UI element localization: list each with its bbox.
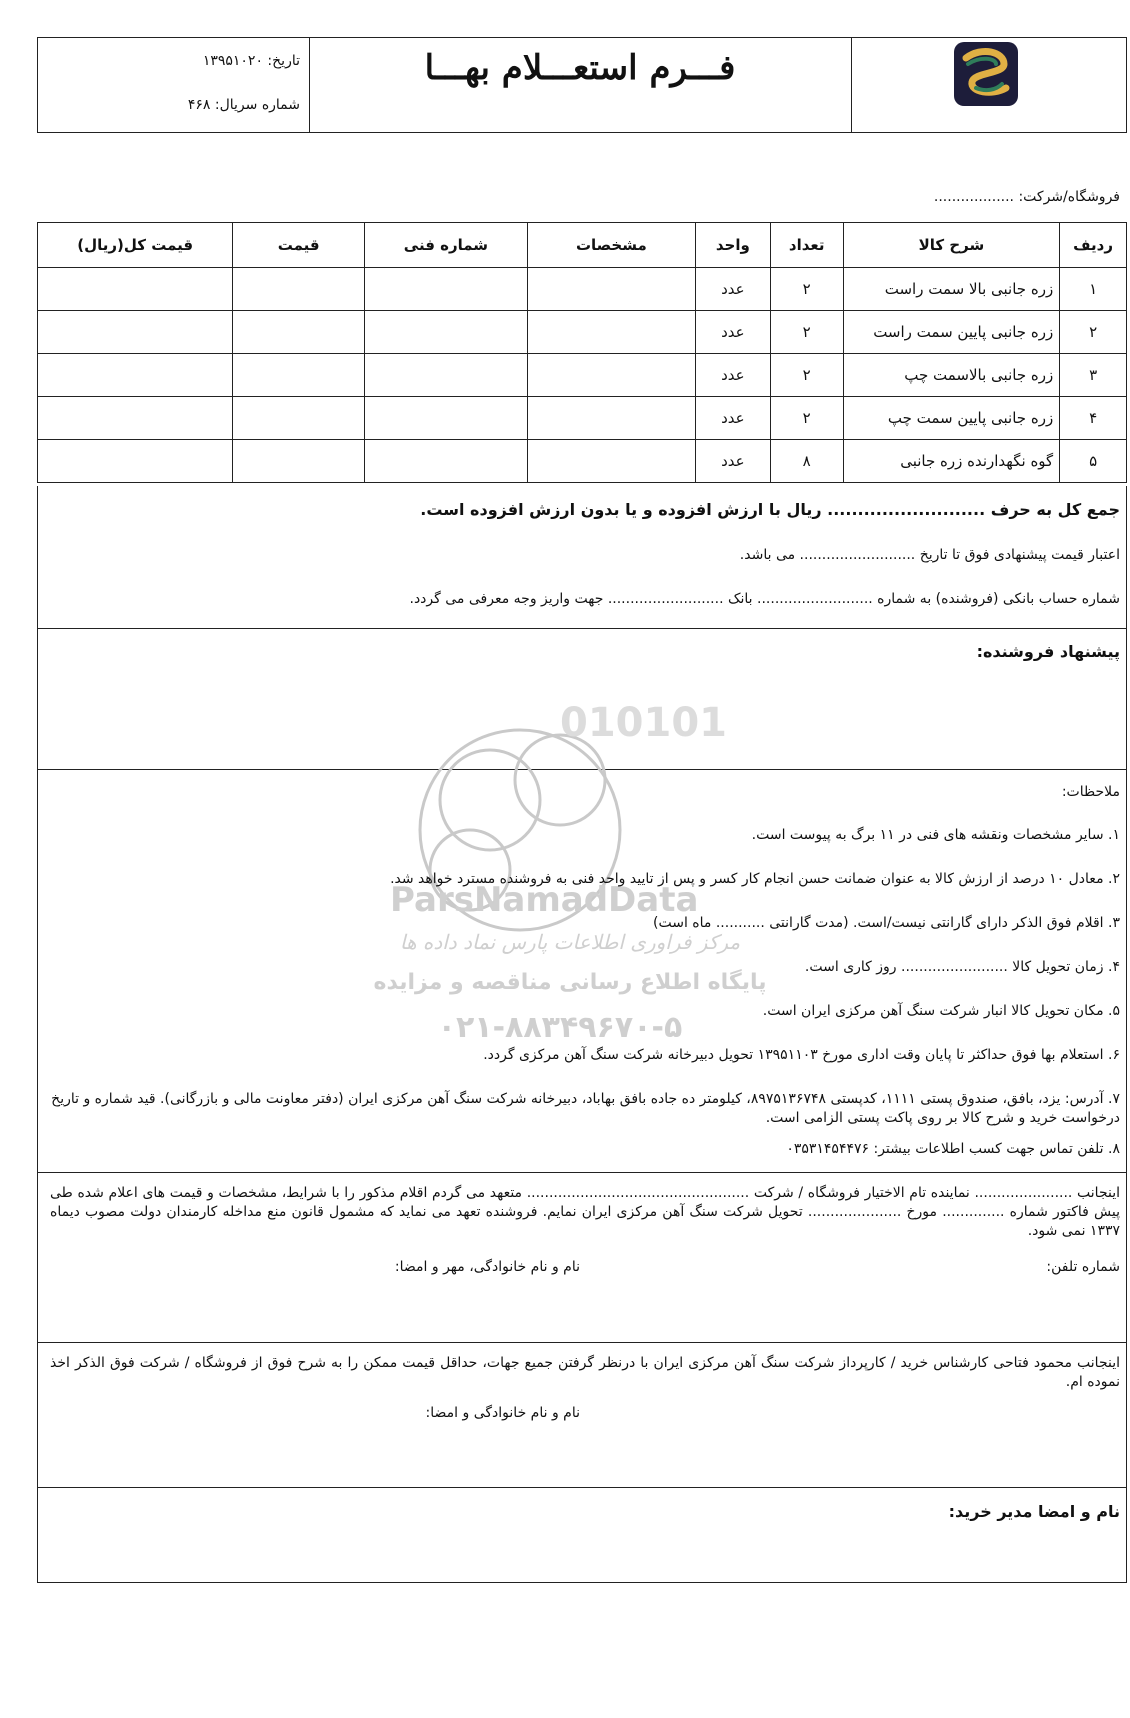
- price-cell[interactable]: [233, 440, 365, 483]
- serial-field: شماره سریال: ۴۶۸: [187, 97, 300, 113]
- form-title: فـــرم استعـــلام بهـــا: [424, 48, 736, 88]
- header-divider-right: [851, 37, 852, 133]
- notes-title: ملاحظات:: [1061, 784, 1120, 800]
- table-row: [38, 268, 1127, 311]
- watermark-line2: پایگاه اطلاع رسانی مناقصه و مزایده: [373, 970, 767, 995]
- row-number: ۲: [1060, 311, 1127, 354]
- tech-number-cell[interactable]: [364, 397, 527, 440]
- tech-number-cell[interactable]: [364, 440, 527, 483]
- item-unit: عدد: [695, 311, 770, 354]
- price-cell[interactable]: [233, 397, 365, 440]
- item-quantity: ۲: [770, 311, 843, 354]
- date-field: تاریخ: ۱۳۹۵۱۰۲۰: [202, 53, 300, 69]
- price-validity[interactable]: اعتبار قیمت پیشنهادی فوق تا تاریخ .......................... می باشد.: [739, 547, 1120, 563]
- tech-number-cell[interactable]: [364, 354, 527, 397]
- item-description: زره جانبی بالا سمت راست: [843, 268, 1060, 311]
- watermark-line1: مرکز فراوری اطلاعات پارس نماد داده ها: [399, 930, 741, 954]
- expert-text: اینجانب محمود فتاحی کارشناس خرید / کارپرداز شرکت سنگ آهن مرکزی ایران با درنظر گرفتن جمیع جهات، حداقل قیمت ممکن را به شرح فوق از فروشگاه / شرکت فوق الذکر اخذ نموده ام.: [50, 1355, 1120, 1390]
- table-row: [38, 311, 1127, 354]
- row-number: ۳: [1060, 354, 1127, 397]
- item-unit: عدد: [695, 354, 770, 397]
- item-unit: عدد: [695, 440, 770, 483]
- item-unit: عدد: [695, 268, 770, 311]
- price-cell[interactable]: [233, 311, 365, 354]
- item-description: زره جانبی پایین سمت چپ: [843, 397, 1060, 440]
- note-item-2: ۲. معادل ۱۰ درصد از ارزش کالا به عنوان ضمانت حسن انجام کار کسر و پس از تایید واحد فنی به فروشنده مسترد خواهد شد.: [390, 871, 1120, 887]
- note-item-8: ۸. تلفن تماس جهت کسب اطلاعات بیشتر: ۰۳۵۳۱۴۵۴۴۷۶: [786, 1141, 1120, 1157]
- table-row: [38, 440, 1127, 483]
- col-header-description: شرح کالا: [843, 223, 1060, 268]
- col-header-specs: مشخصات: [527, 223, 695, 268]
- item-quantity: ۸: [770, 440, 843, 483]
- store-company-field[interactable]: فروشگاه/شرکت: ..................: [933, 189, 1120, 205]
- watermark-digits: 010101: [560, 700, 727, 746]
- seller-offer-label: پیشنهاد فروشنده:: [976, 642, 1120, 661]
- tech-number-cell[interactable]: [364, 311, 527, 354]
- tech-number-cell[interactable]: [364, 268, 527, 311]
- watermark-phone: ۰۲۱-۸۸۳۴۹۶۷۰-۵: [437, 1010, 683, 1045]
- col-header-price: قیمت: [233, 223, 365, 268]
- phone-label: شماره تلفن:: [1046, 1259, 1120, 1275]
- watermark-brand: ParsNamadData: [390, 880, 699, 920]
- item-description: زره جانبی بالاسمت چپ: [843, 354, 1060, 397]
- total-price-cell[interactable]: [38, 354, 233, 397]
- company-logo: [952, 40, 1020, 108]
- specs-cell[interactable]: [527, 440, 695, 483]
- note-item-7: ۷. آدرس: یزد، بافق، صندوق پستی ۱۱۱۱، کدپستی ۸۹۷۵۱۳۶۷۴۸، کیلومتر ده جاده بافق بهاباد، دبیرخانه شرکت سنگ آهن مرکزی ایران (دفتر معاونت مالی و بازرگانی). قید شماره و تاریخ درخواست خرید و شرح کالا بر روی پاکت پستی الزامی است.: [51, 1091, 1120, 1126]
- specs-cell[interactable]: [527, 268, 695, 311]
- specs-cell[interactable]: [527, 397, 695, 440]
- col-header-quantity: تعداد: [770, 223, 843, 268]
- note-item-3: ۳. اقلام فوق الذکر دارای گارانتی نیست/است. (مدت گارانتی ........... ماه است): [653, 915, 1120, 931]
- table-header-row: [38, 223, 1127, 268]
- col-header-row-no: ردیف: [1060, 223, 1127, 268]
- col-header-tech-number: شماره فنی: [364, 223, 527, 268]
- row-number: ۵: [1060, 440, 1127, 483]
- table-row: [38, 397, 1127, 440]
- items-table: [37, 222, 1127, 483]
- specs-cell[interactable]: [527, 354, 695, 397]
- header-divider-left: [309, 37, 310, 133]
- row-number: ۴: [1060, 397, 1127, 440]
- item-quantity: ۲: [770, 354, 843, 397]
- total-price-cell[interactable]: [38, 397, 233, 440]
- item-unit: عدد: [695, 397, 770, 440]
- total-price-cell[interactable]: [38, 440, 233, 483]
- item-description: گوه نگهدارنده زره جانبی: [843, 440, 1060, 483]
- price-cell[interactable]: [233, 354, 365, 397]
- price-cell[interactable]: [233, 268, 365, 311]
- item-description: زره جانبی پایین سمت راست: [843, 311, 1060, 354]
- seller-offer-section: [37, 628, 1127, 770]
- note-item-5: ۵. مکان تحویل کالا انبار شرکت سنگ آهن مرکزی ایران است.: [762, 1003, 1120, 1019]
- specs-cell[interactable]: [527, 311, 695, 354]
- item-quantity: ۲: [770, 397, 843, 440]
- note-item-4: ۴. زمان تحویل کالا ........................ روز کاری است.: [804, 959, 1120, 975]
- table-row: [38, 354, 1127, 397]
- purchase-manager-label: نام و امضا مدیر خرید:: [948, 1502, 1120, 1521]
- total-in-words[interactable]: جمع کل به حرف .......................... ریال با ارزش افزوده و یا بدون ارزش افزوده است.: [420, 500, 1120, 519]
- bank-account[interactable]: شماره حساب بانکی (فروشنده) به شماره .......................... بانک .......................... جهت واریز وجه معرفی می گردد.: [409, 591, 1120, 607]
- seller-signature-label: نام و نام خانوادگی، مهر و امضا:: [394, 1259, 580, 1275]
- note-item-1: ۱. سایر مشخصات ونقشه های فنی در ۱۱ برگ به پیوست است.: [751, 827, 1120, 843]
- commitment-text[interactable]: اینجانب ...................... نماینده تام الاختیار فروشگاه / شرکت .................................................. متعهد می گردم اقلام مذکور را با شرایط، مشخصات و قیمت های اعلام شده طی پیش فاکتور شماره .............. مورخ ..................... تحویل شرکت سنگ آهن مرکزی ایران نمایم. فروشنده تعهد می نماید که مشمول قانون منع مداخله کارمندان دولت مصوب دیماه ۱۳۳۷ نمی شود.: [50, 1185, 1120, 1239]
- col-header-total-price: قیمت کل(ریال): [38, 223, 233, 268]
- item-quantity: ۲: [770, 268, 843, 311]
- total-price-cell[interactable]: [38, 268, 233, 311]
- expert-signature-label: نام و نام خانوادگی و امضا:: [425, 1405, 580, 1421]
- note-item-6: ۶. استعلام بها فوق حداکثر تا پایان وقت اداری مورخ ۱۳۹۵۱۱۰۳ تحویل دبیرخانه شرکت سنگ آهن مرکزی گردد.: [483, 1047, 1120, 1063]
- total-price-cell[interactable]: [38, 311, 233, 354]
- col-header-unit: واحد: [695, 223, 770, 268]
- row-number: ۱: [1060, 268, 1127, 311]
